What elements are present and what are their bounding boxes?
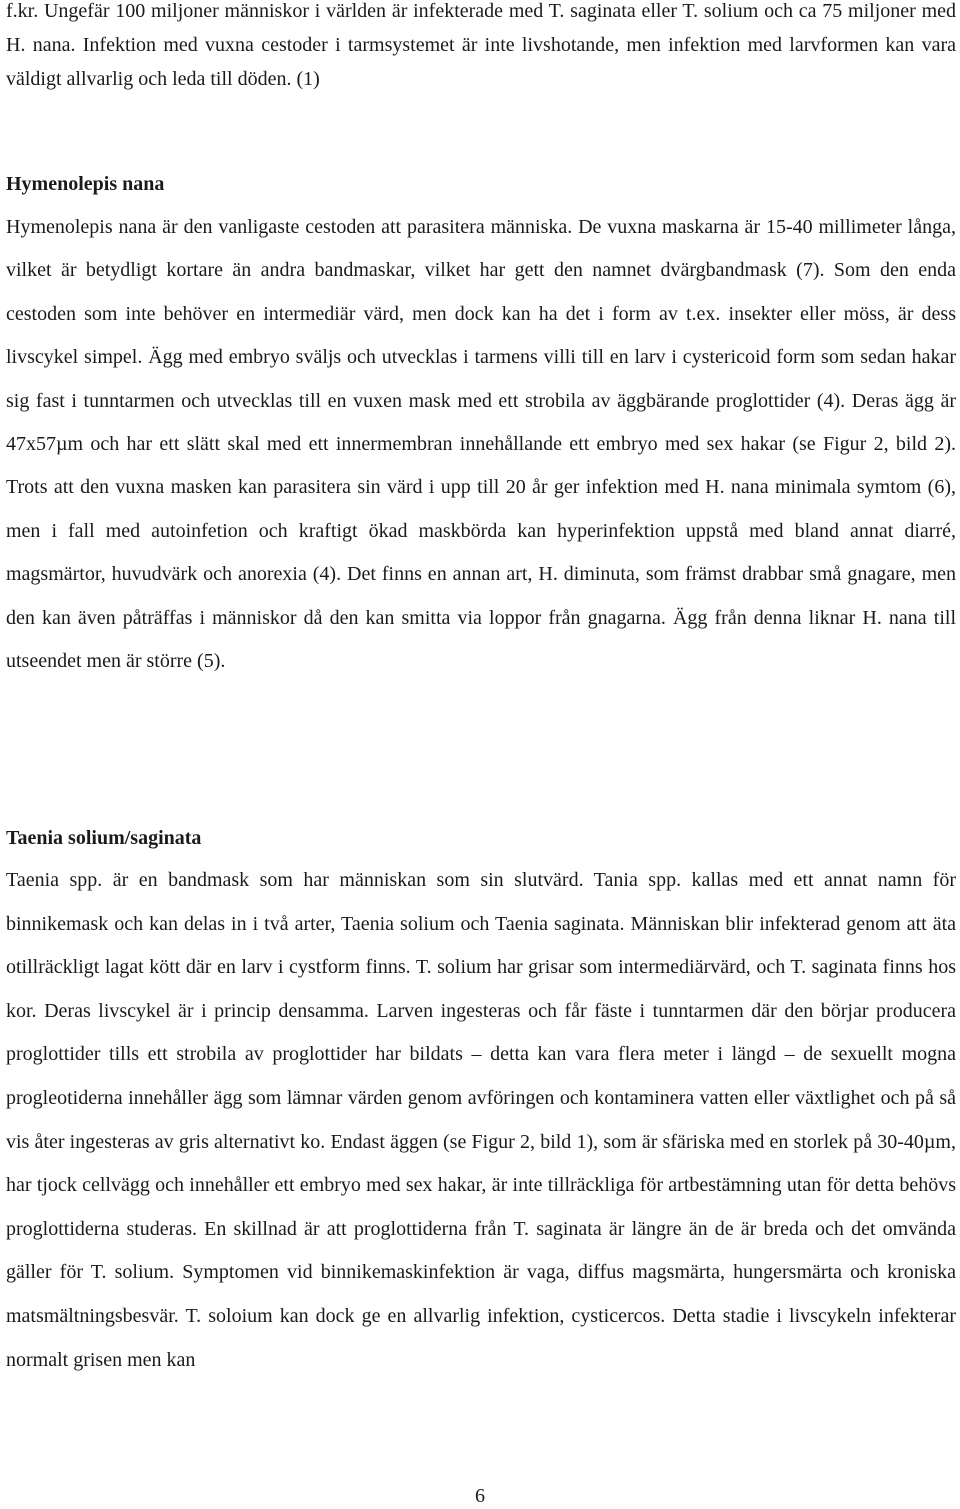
section-body-hymenolepis-nana: Hymenolepis nana är den vanligaste cestoden att parasitera människa. De vuxna maskarna är 15-40 millimeter långa, vilket är betydligt kortare än andra bandmaskar, vilket har gett den namnet dvärgbandmask (7). Som den enda cestoden som inte behöver en intermediär värd, men dock kan ha det i form av t.ex. insekter eller möss, är dess livscykel simpel. Ägg med embryo sväljs och utvecklas i tarmens villi till en larv i cystericoid form som sedan hakar sig fast i tunntarmen och utvecklas till en vuxen mask med ett strobila av äggbärande proglottider (4). Deras ägg är 47x57µm och har ett slätt skal med ett innermembran innehållande ett embryo med sex hakar (se Figur 2, bild 2). Trots att den vuxna masken kan parasitera sin värd i upp till 20 år ger infektion med H. nana minimala symtom (6), men i fall med autoinfetion och kraftigt ökad maskbörda kan hyperinfektion uppstå med bland annat diarré, magsmärtor, huvudvärk och anorexia (4). Det finns en annan art, H. diminuta, som främst drabbar små gnagare, men den kan även påträffas i människor då den kan smitta via loppor från gnagarna. Ägg från denna liknar H. nana till utseendet men är större (5).: [6, 216, 956, 673]
section-body-taenia: Taenia spp. är en bandmask som har människan som sin slutvärd. Tania spp. kallas med ett annat namn för binnikemask och kan delas in i två arter, Taenia solium och Taenia saginata. Människan blir infekterad genom att äta otillräckligt lagat kött där en larv i cystform finns. T. solium har grisar som intermediärvärd, och T. saginata finns hos kor. Deras livscykel är i princip densamma. Larven ingesteras och får fäste i tunntarmen där den börjar producera proglottider tills ett strobila av proglottider har bildats – detta kan vara flera meter i längd – de sexuellt mogna progleotiderna innehåller ägg som lämnar värden genom avföringen och kontaminera vatten eller växtlighet och på så vis åter ingesteras av gris alternativt ko. Endast äggen (se Figur 2, bild 1), som är sfäriska med en storlek på 30-40µm, har tjock cellvägg och innehåller ett embryo med sex hakar, är inte tillräckliga för artbestämning utan för detta behövs proglottiderna studeras. En skillnad är att proglottiderna från T. saginata är längre än de är breda och det omvända gäller för T. solium. Symptomen vid binnikemaskinfektion är vaga, diffus magsmärta, hungersmärta och kroniska matsmältningsbesvär. T. soloium kan dock ge en allvarlig infektion, cysticercos. Detta stadie i livscykeln infekterar normalt grisen men kan: [6, 869, 956, 1371]
page-number: 6: [475, 1485, 485, 1507]
section-heading-hymenolepis-nana: Hymenolepis nana: [6, 173, 165, 195]
intro-paragraph: f.kr. Ungefär 100 miljoner människor i världen är infekterade med T. saginata eller T. solium och ca 75 miljoner med H. nana. Infektion med vuxna cestoder i tarmsystemet är inte livshotande, men infektion med larvformen kan vara väldigt allvarlig och leda till döden. (1): [6, 0, 956, 90]
section-heading-taenia: Taenia solium/saginata: [6, 827, 202, 849]
intro-paragraph-block: [6, 0, 956, 96]
